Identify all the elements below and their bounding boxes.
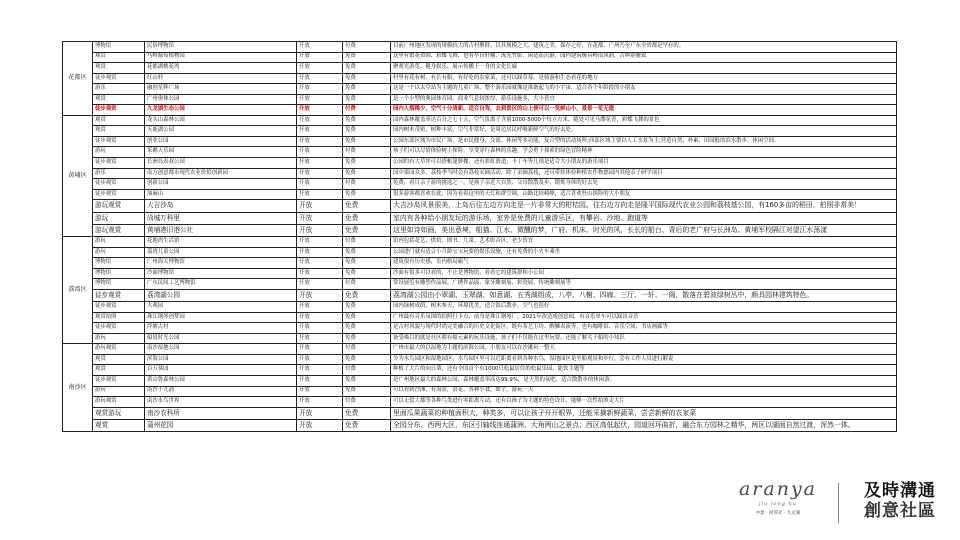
cell-name: 融创星辉广场 bbox=[145, 84, 297, 95]
cell-type: 游玩 bbox=[93, 386, 145, 397]
cell-status: 开放 bbox=[297, 323, 343, 334]
table-row bbox=[63, 136, 897, 147]
cell-fee: 付费 bbox=[343, 365, 391, 376]
cell-type: 游玩观赏 bbox=[93, 200, 145, 212]
cell-type: 徒步观赏 bbox=[93, 189, 145, 200]
cell-desc: 备受喵目的就是社区都有船元素的玩乐设施，孩子们不仅能在这里玩要，还能了解关于船的小知识 bbox=[391, 333, 897, 344]
cell-type: 徒步观赏 bbox=[93, 136, 145, 147]
table-row bbox=[63, 289, 897, 301]
cell-type: 游玩观赏 bbox=[93, 224, 145, 236]
table-row bbox=[63, 94, 897, 105]
cell-desc: 公园东部区域为市民广场，是市民健身、交流、休闲等多功能、复合型的活动场所;西部区域主要以人工水景为主;营造自然、朴素、田园般的滨水散步、休闲空间。 bbox=[391, 136, 897, 147]
cell-status: 开放 bbox=[297, 354, 343, 365]
cell-type: 游玩 bbox=[93, 247, 145, 258]
cell-fee: 免费 bbox=[343, 407, 391, 419]
cell-fee: 免费 bbox=[343, 289, 391, 301]
cell-desc: 免费，看日亲子游的挑选之一，是孩子亲近大自然、父母散散及步、锻炼身体的好去处 bbox=[391, 179, 897, 190]
cell-type: 博物馆 bbox=[93, 268, 145, 279]
cell-desc: 荔湾湖公园由小翠湖、玉翠湖、如意湖、五秀湖组成，八亭、八榭、四廊、三厅、一轩、一阁，散落在碧波绿树丛中，颇具园林建筑特色。 bbox=[391, 289, 897, 301]
cell-name: 黄山鲁森林公园 bbox=[145, 375, 297, 386]
cell-fee: 免费 bbox=[343, 168, 391, 179]
table-row bbox=[63, 302, 897, 313]
cell-status: 开放 bbox=[297, 247, 343, 258]
cell-name: 民俗博物馆 bbox=[145, 42, 297, 53]
community-logo-line2: 創意社區 bbox=[864, 501, 936, 521]
cell-type: 徒步观赏 bbox=[93, 375, 145, 386]
cell-fee: 免费 bbox=[343, 52, 391, 63]
cell-status: 开放 bbox=[297, 200, 343, 212]
district-cell: 荔湾区 bbox=[63, 237, 93, 344]
cell-desc: 公园进门就有适合小月龄宝宝玩要的娱乐设施，还有免费的小火车乘坐 bbox=[391, 247, 897, 258]
cell-fee: 免费 bbox=[343, 115, 391, 126]
cell-desc: 建筑很有历史感，室内格局霸气 bbox=[391, 258, 897, 269]
cell-desc: 园内森林覆盖率达百分之七十五，空气负离子含量1000-5000个每立方米，随处可见马缨花香，彩蝶飞舞的景色 bbox=[391, 115, 897, 126]
cell-fee: 免费 bbox=[343, 247, 391, 258]
cell-desc: 大吉沙岛风景很美，上岛后往左边方向走是一片非常大的柑桔园。往右边方向走是隆平国际现代农业公园和荔枝基公园，有160多亩的稻田，拍照非常美！ bbox=[391, 200, 897, 212]
cell-desc: 很多游客都喜欢在此，因为看着这里的天灯和群空调，山路比较崎岖，适合喜欢登山探险的大小朋友 bbox=[391, 189, 897, 200]
cell-fee: 付费 bbox=[343, 147, 391, 158]
cell-fee: 免费 bbox=[343, 84, 391, 95]
cell-desc: 园内树木茂密，树种丰富，空气非常好，是周边居民呼吸新鲜空气的好去处。 bbox=[391, 126, 897, 137]
cell-name: 广州海关博物馆 bbox=[145, 258, 297, 269]
cell-type: 游玩观赏 bbox=[93, 344, 145, 355]
cell-desc: 沙面有很多可以看的，不止是博物馆，看看它的建筑群和小公园 bbox=[391, 268, 897, 279]
cell-name: 龙头山森林公园 bbox=[145, 115, 297, 126]
cell-status: 开放 bbox=[297, 419, 343, 431]
attractions-table-wrapper bbox=[62, 41, 896, 432]
cell-fee: 付费 bbox=[343, 42, 391, 53]
table-row bbox=[63, 354, 897, 365]
cell-name: 油麻山 bbox=[145, 189, 297, 200]
cell-desc: 这里如诗如画，美出意境，船猫、江水、微醺的梦，广府、机床、时光的风，长长的船台、背后的老广府与长洲岛、黄埔军校隔江对望江水荡漾 bbox=[391, 224, 897, 236]
cell-name: 广东民间工艺博物馆 bbox=[145, 279, 297, 290]
cell-type: 徒步观赏 bbox=[93, 73, 145, 84]
cell-fee: 付费 bbox=[343, 105, 391, 116]
cell-status: 开放 bbox=[297, 237, 343, 248]
cell-name: 荔湾儿童公园 bbox=[145, 247, 297, 258]
table-row bbox=[63, 344, 897, 355]
cell-fee: 免费 bbox=[343, 386, 391, 397]
table-row bbox=[63, 237, 897, 248]
cell-status: 开放 bbox=[297, 52, 343, 63]
cell-desc: 聚观光游览、健身娱乐、展示传播于一身的文化长廊 bbox=[391, 63, 897, 74]
table-row bbox=[63, 168, 897, 179]
table-row bbox=[63, 312, 897, 323]
table-row bbox=[63, 212, 897, 224]
table-row bbox=[63, 179, 897, 190]
cell-name: 百万葵园 bbox=[145, 365, 297, 376]
cell-name: 笨鹅天乐园 bbox=[145, 147, 297, 158]
cell-name: 南沙农科所 bbox=[145, 407, 297, 419]
cell-type: 观赏 bbox=[93, 354, 145, 365]
cell-desc: 广州最有音乐氛围的拍照打卡点，前身是珠江钢琴厂，2021年改造成创意园，有音乐单车可以踩出音乐 bbox=[391, 312, 897, 323]
district-cell: 花都区 bbox=[63, 42, 93, 116]
table-row bbox=[63, 268, 897, 279]
cell-desc: 馆内包括花艺、烘焙、图书、儿童、艺术影音区，老少皆宜 bbox=[391, 237, 897, 248]
cell-type: 徒步观赏 bbox=[93, 323, 145, 334]
cell-fee: 付费 bbox=[343, 344, 391, 355]
cell-status: 开放 bbox=[297, 397, 343, 408]
cell-fee: 免费 bbox=[343, 189, 391, 200]
cell-name: 九龙湖生态公园 bbox=[145, 105, 297, 116]
cell-type: 观赏 bbox=[93, 126, 145, 137]
cell-status: 开放 bbox=[297, 179, 343, 190]
table-row bbox=[63, 279, 897, 290]
cell-fee: 免费 bbox=[343, 312, 391, 323]
cell-type: 游玩 bbox=[93, 147, 145, 158]
cell-desc: 可以看到沙滩，有海景，浪花、各种小食，如芋，游玩一天 bbox=[391, 386, 897, 397]
cell-type: 观赏 bbox=[93, 52, 145, 63]
cell-name: 南沙十九涌 bbox=[145, 386, 297, 397]
cell-name: 南方创意都市现代农业价值创新园 bbox=[145, 168, 297, 179]
cell-name: 南沙水鸟世界 bbox=[145, 397, 297, 408]
table-row bbox=[63, 407, 897, 419]
table-row bbox=[63, 63, 897, 74]
cell-fee: 免费 bbox=[343, 63, 391, 74]
attractions-table bbox=[62, 41, 897, 432]
cell-fee: 免费 bbox=[343, 136, 391, 147]
cell-fee: 免费 bbox=[343, 419, 391, 431]
cell-status: 开放 bbox=[297, 258, 343, 269]
cell-fee: 免费 bbox=[343, 323, 391, 334]
cell-fee: 免费 bbox=[343, 158, 391, 169]
cell-type: 观赏 bbox=[93, 419, 145, 431]
cell-name: 红山村 bbox=[145, 73, 297, 84]
cell-desc: 园内绿树成荫，树木参天，环境优美，适合饭后散步，空气也很好 bbox=[391, 302, 897, 313]
table-row bbox=[63, 147, 897, 158]
attractions-table-body bbox=[63, 42, 897, 432]
cell-desc: 常设展览有雕塑作品展、广绣作品展、象牙雕刻展、彩瓷展、传统雕刻展等 bbox=[391, 279, 897, 290]
cell-desc: 是一个小型的奥园体育园，商业气息较浓厚，游乐设施多，大小皆宜 bbox=[391, 94, 897, 105]
logo-divider bbox=[838, 483, 839, 523]
aranya-logo bbox=[738, 478, 818, 524]
cell-desc: 是古村风貌与现代时尚完美融合的历史文化街区，既有茶艺玉坊、醒狮表演等，也有咖啡馆、音乐空间、书店画廊等 bbox=[391, 323, 897, 334]
cell-type: 游玩 bbox=[93, 212, 145, 224]
table-row bbox=[63, 189, 897, 200]
cell-fee: 免费 bbox=[343, 200, 391, 212]
cell-fee: 付费 bbox=[343, 279, 391, 290]
cell-fee: 免费 bbox=[343, 258, 391, 269]
cell-desc: 公园的有大草坪可以搭帐篷野餐，还有彩虹滑道，卡丁车等几项是适合大小朋友的游乐项目 bbox=[391, 158, 897, 169]
table-row bbox=[63, 115, 897, 126]
cell-name: 花都湖桃花湾 bbox=[145, 63, 297, 74]
cell-fee: 免费 bbox=[343, 224, 391, 236]
table-row bbox=[63, 73, 897, 84]
cell-status: 开放 bbox=[297, 268, 343, 279]
cell-status: 开放 bbox=[297, 344, 343, 355]
cell-desc: 室内有各种给小朋友玩的游乐场，室外是免费的儿童游乐区，有攀岩、沙地、跑道等 bbox=[391, 212, 897, 224]
cell-name: 南沙湿地公园 bbox=[145, 344, 297, 355]
cell-name: 尚城万科里 bbox=[145, 212, 297, 224]
cell-name: 花地湾生活馆 bbox=[145, 237, 297, 248]
cell-type: 徒步观赏 bbox=[93, 179, 145, 190]
cell-type: 游玩 bbox=[93, 333, 145, 344]
cell-type: 博物馆 bbox=[93, 258, 145, 269]
cell-status: 开放 bbox=[297, 375, 343, 386]
table-row bbox=[63, 258, 897, 269]
cell-type: 徒步观赏 bbox=[93, 158, 145, 169]
cell-fee: 付费 bbox=[343, 179, 391, 190]
cell-status: 开放 bbox=[297, 407, 343, 419]
cell-desc: 村里有花有树、有长有船，有好吃的农家菜，还可以踩草莓，是骑游和生态看花的地方 bbox=[391, 73, 897, 84]
cell-status: 开放 bbox=[297, 279, 343, 290]
cell-type: 观赏 bbox=[93, 365, 145, 376]
table-row bbox=[63, 375, 897, 386]
cell-type: 游玩 bbox=[93, 237, 145, 248]
cell-name: 蒲州花园 bbox=[145, 419, 297, 431]
table-row bbox=[63, 419, 897, 431]
cell-status: 开放 bbox=[297, 115, 343, 126]
cell-status: 开放 bbox=[297, 147, 343, 158]
cell-name: 珠江钢琴创梦园 bbox=[145, 312, 297, 323]
cell-name: 黄埔港旧港公社 bbox=[145, 224, 297, 236]
cell-status: 开放 bbox=[297, 212, 343, 224]
cell-name: 大观园 bbox=[145, 302, 297, 313]
cell-type: 徒步观赏 bbox=[93, 105, 145, 116]
cell-status: 开放 bbox=[297, 302, 343, 313]
cell-desc: 种植了大片的向日葵，还有全国首个有1000只松鼠居住的松鼠乐园，能饮主题等 bbox=[391, 365, 897, 376]
table-row bbox=[63, 386, 897, 397]
cell-desc: 目前广州地区发现的规模较大的古村聚群，以其规模之大、建筑之美、保存之好，在花都、广州乃至广东全省都是罕有的。 bbox=[391, 42, 897, 53]
brand-name: aranya bbox=[738, 478, 818, 500]
table-row bbox=[63, 42, 897, 53]
cell-name: 滨海公园 bbox=[145, 354, 297, 365]
cell-name: 天鹿湖公园 bbox=[145, 126, 297, 137]
cell-type: 博物馆 bbox=[93, 279, 145, 290]
cell-status: 开放 bbox=[297, 158, 343, 169]
cell-desc: 广州市最大的以湿地为主题的滨海公园，小朋友可以在沙滩玩一整天 bbox=[391, 344, 897, 355]
cell-name: 船说时光公园 bbox=[145, 333, 297, 344]
cell-fee: 免费 bbox=[343, 126, 391, 137]
table-row bbox=[63, 84, 897, 95]
cell-name: 沙面博物馆 bbox=[145, 268, 297, 279]
cell-fee: 免费 bbox=[343, 354, 391, 365]
cell-status: 开放 bbox=[297, 386, 343, 397]
cell-status: 开放 bbox=[297, 42, 343, 53]
cell-fee: 付费 bbox=[343, 397, 391, 408]
cell-type: 观赏 bbox=[93, 94, 145, 105]
cell-status: 开放 bbox=[297, 126, 343, 137]
cell-type: 观赏游玩 bbox=[93, 407, 145, 419]
cell-desc: 可以无偿大都等各种鸟类进行零距离互动，还有以孩子为主题的特色设计，能够一次性拍照走大片 bbox=[391, 397, 897, 408]
cell-status: 开放 bbox=[297, 105, 343, 116]
cell-fee: 免费 bbox=[343, 302, 391, 313]
cell-fee: 免费 bbox=[343, 212, 391, 224]
table-row bbox=[63, 397, 897, 408]
cell-type: 观赏 bbox=[93, 63, 145, 74]
cell-type: 徒步观赏 bbox=[93, 289, 145, 301]
table-row bbox=[63, 333, 897, 344]
cell-fee: 免费 bbox=[343, 73, 391, 84]
cell-desc: 园内人烟稀少，空气十分清新，适合自驾，去到景区的山上便可以一览鲜山小，景景一览无遗 bbox=[391, 105, 897, 116]
cell-status: 开放 bbox=[297, 168, 343, 179]
cell-type: 游乐 bbox=[93, 84, 145, 95]
cell-desc: 里面瓜果蔬菜的种植面积大，种类多，可以让孩子开开眼界，还能采摘新鲜蔬菜，尝尝新鲜的农家菜 bbox=[391, 407, 897, 419]
table-row bbox=[63, 158, 897, 169]
table-row bbox=[63, 105, 897, 116]
cell-fee: 免费 bbox=[343, 333, 391, 344]
community-logo bbox=[857, 481, 943, 525]
cell-type: 徒步观赏 bbox=[93, 302, 145, 313]
table-row bbox=[63, 126, 897, 137]
community-logo-line1: 及時溝通 bbox=[864, 481, 936, 501]
cell-fee: 免费 bbox=[343, 375, 391, 386]
cell-desc: 园中果园众多，荔枝季当时会有荔枝采摘活动，除了采摘荔枝，还可带娃体验种植农作物德园内其他亲子研学项目 bbox=[391, 168, 897, 179]
cell-status: 开放 bbox=[297, 333, 343, 344]
table-row bbox=[63, 365, 897, 376]
cell-status: 开放 bbox=[297, 84, 343, 95]
cell-fee: 免费 bbox=[343, 94, 391, 105]
cell-status: 开放 bbox=[297, 73, 343, 84]
cell-type: 观赏 bbox=[93, 115, 145, 126]
cell-name: 马岭葡萄植物园 bbox=[145, 52, 297, 63]
cell-name: 长洲岛表叔公园 bbox=[145, 158, 297, 169]
cell-desc: 这是一个以太空站为主题的儿童广场，整个游乐园就像是准备起飞的小宇宙，适合各个年龄段的小朋友 bbox=[391, 84, 897, 95]
cell-status: 开放 bbox=[297, 365, 343, 376]
cell-status: 开放 bbox=[297, 312, 343, 323]
cell-desc: 分为水鸟园区和湿地园区，水鸟园区里可以近距离看到各种水鸟，湿地园区是坐船观景和步行，会有工作人员进行解说 bbox=[391, 354, 897, 365]
cell-status: 开放 bbox=[297, 289, 343, 301]
cell-type: 博物馆 bbox=[93, 42, 145, 53]
cell-type: 游玩观赏 bbox=[93, 397, 145, 408]
district-cell: 黄埔区 bbox=[63, 115, 93, 236]
district-cell: 南沙区 bbox=[63, 344, 93, 432]
cell-status: 开放 bbox=[297, 136, 343, 147]
cell-status: 开放 bbox=[297, 63, 343, 74]
cell-desc: 是广州地区最大的森林公园，森林覆盖率高达99.9%，是天然的氧吧，适合散散步的休闲游。 bbox=[391, 375, 897, 386]
cell-type: 观赏拍照 bbox=[93, 312, 145, 323]
table-row bbox=[63, 323, 897, 334]
cell-name: 广州奥体公园 bbox=[145, 94, 297, 105]
cell-desc: 全园分东、西两大区，东区引轴线连通蒲洲、大角两山之景点；西区高低起伏，园道回环曲折，融合东方园林之精华，两区以湖面自然过渡，浑然一体。 bbox=[391, 419, 897, 431]
table-row bbox=[63, 247, 897, 258]
cell-name: 泮塘古村 bbox=[145, 323, 297, 334]
cell-status: 开放 bbox=[297, 94, 343, 105]
brand-tagline: 中建 · 阿那亚 · 九龙湖 bbox=[755, 511, 801, 516]
table-row bbox=[63, 52, 897, 63]
cell-type: 游乐 bbox=[93, 168, 145, 179]
brand-subtitle: jiu long hu bbox=[758, 501, 798, 507]
cell-desc: 孩子们可以尽情体验树上探险，享受穿行森林的乐趣，学会勇于探索的绿色冒险精神 bbox=[391, 147, 897, 158]
cell-fee: 免费 bbox=[343, 268, 391, 279]
cell-name: 创业公园 bbox=[145, 136, 297, 147]
cell-status: 开放 bbox=[297, 189, 343, 200]
table-row bbox=[63, 200, 897, 212]
cell-name: 大吉沙岛 bbox=[145, 200, 297, 212]
cell-fee: 付费 bbox=[343, 237, 391, 248]
table-row bbox=[63, 224, 897, 236]
cell-desc: 这里有繁花似锦、彩蝶飞舞，也有亭台轩榭、流光竹影，闲适而沉静，园内建筑极具岭南风韵，古典别雅致 bbox=[391, 52, 897, 63]
cell-status: 开放 bbox=[297, 224, 343, 236]
cell-name: 创新公园 bbox=[145, 179, 297, 190]
cell-name: 荔湾湖公园 bbox=[145, 289, 297, 301]
